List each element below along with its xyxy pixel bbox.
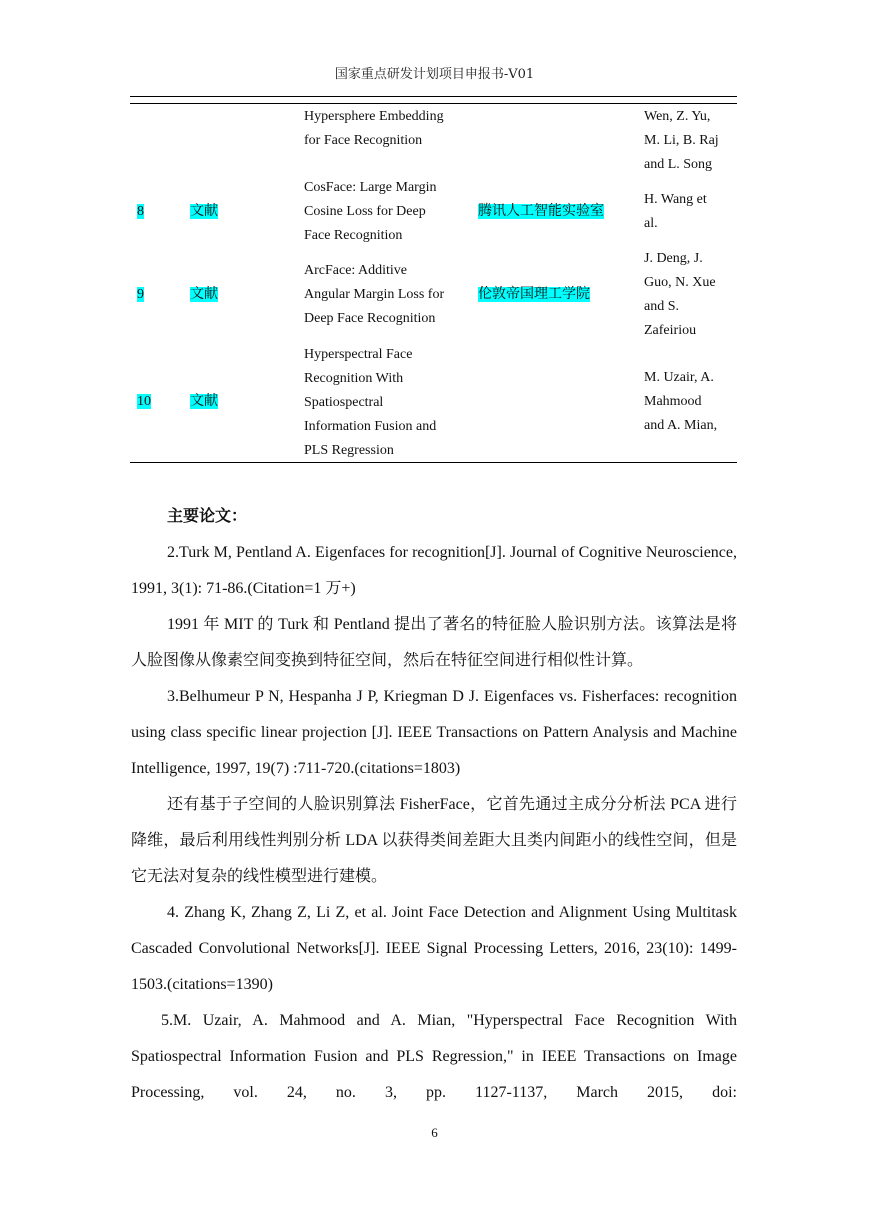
paragraph: 2.Turk M, Pentland A. Eigenfaces for recognition[J]. Journal of Cognitive Neuroscience, 1991, 3(1): 71-86.(Citation=1 万+) — [131, 544, 737, 597]
header-rule — [130, 96, 737, 97]
table-cell-authors: J. Deng, J. Guo, N. Xue and S. Zafeiriou — [644, 251, 716, 338]
page-header: 国家重点研发计划项目申报书-V01 — [334, 67, 535, 82]
table-cell-institution: 腾讯人工智能实验室 — [478, 204, 604, 219]
page-number: 6 — [431, 1125, 438, 1140]
table-cell-type: 文献 — [190, 394, 218, 409]
table-cell-title: Hypersphere Embedding for Face Recognition — [304, 109, 444, 148]
paragraph: 还有基于子空间的人脸识别算法 FisherFace，它首先通过主成分分析法 PCA 进行降维，最后利用线性判别分析 LDA 以获得类间差距大且类内间距小的线性空间，但是它无法对复杂的线性模型进行建模。 — [131, 796, 737, 885]
table-top-rule — [130, 103, 737, 104]
table-cell-num: 9 — [137, 287, 144, 302]
table-cell-authors: Wen, Z. Yu, M. Li, B. Raj and L. Song — [644, 109, 719, 172]
paragraph: 5.M. Uzair, A. Mahmood and A. Mian, "Hyperspectral Face Recognition With Spatiospectral Information Fusion and PLS Regression," in IEEE Transactions on Image Processing, vol. 24, no. 3, pp. 1127-1137, March 2015, doi: — [131, 1012, 737, 1101]
section-heading: 主要论文： — [167, 508, 248, 525]
table-cell-authors: M. Uzair, A. Mahmood and A. Mian, — [644, 370, 718, 433]
paragraph: 4. Zhang K, Zhang Z, Li Z, et al. Joint Face Detection and Alignment Using Multitask Cascaded Convolutional Networks[J]. IEEE Signal Processing Letters, 2016, 23(10): 1499-1503.(citations=1390) — [131, 904, 737, 993]
table-cell-type: 文献 — [190, 287, 218, 302]
main-papers-section — [131, 499, 737, 1111]
table-cell-title: ArcFace: Additive Angular Margin Loss for Deep Face Recognition — [304, 263, 445, 326]
table-cell-type: 文献 — [190, 204, 218, 219]
table-cell-title: Hyperspectral Face Recognition With Spatiospectral Information Fusion and PLS Regression — [304, 347, 437, 458]
paragraph: 3.Belhumeur P N, Hespanha J P, Kriegman D J. Eigenfaces vs. Fisherfaces: recognition using class specific linear projection [J]. IEEE Transactions on Pattern Analysis and Machine Intelligence, 1997, 19(7) :711-720.(citations=1803) — [131, 688, 737, 777]
table-cell-num: 8 — [137, 204, 144, 219]
paragraph: 1991 年 MIT 的 Turk 和 Pentland 提出了著名的特征脸人脸识别方法。该算法是将人脸图像从像素空间变换到特征空间，然后在特征空间进行相似性计算。 — [131, 616, 737, 669]
table-bottom-rule — [130, 462, 737, 463]
table-cell-authors: H. Wang et al. — [644, 192, 707, 231]
table-cell-institution: 伦敦帝国理工学院 — [478, 287, 590, 302]
table-cell-title: CosFace: Large Margin Cosine Loss for Deep Face Recognition — [304, 180, 437, 243]
table-cell-num: 10 — [137, 394, 151, 409]
